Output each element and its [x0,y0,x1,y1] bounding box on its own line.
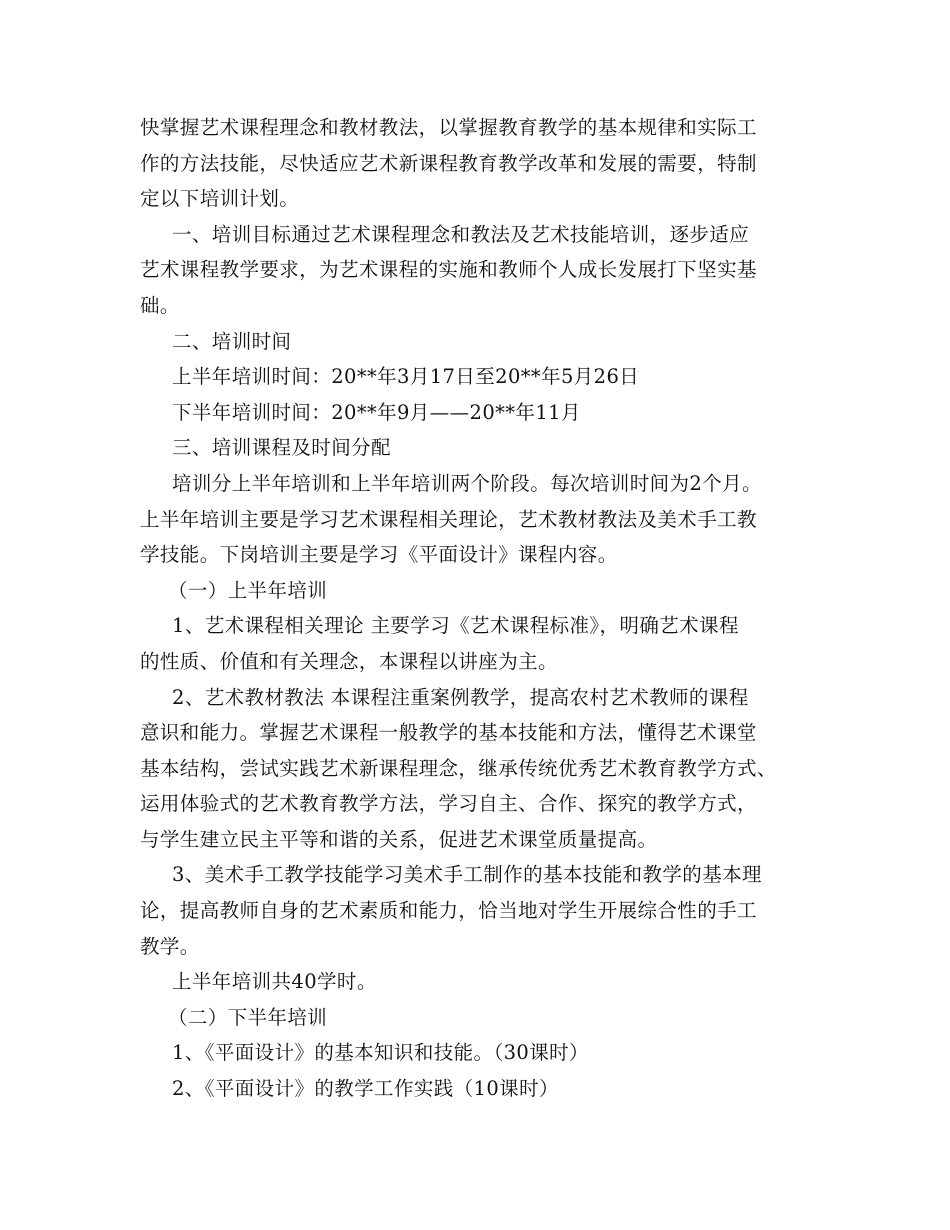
subsection-heading-first-half: （一）上半年培训 [168,578,328,602]
text-line: 论，提高教师自身的艺术素质和能力，恰当地对学生开展综合性的手工 [140,899,757,923]
section-heading-objectives: 一、培训目标通过艺术课程理念和教法及艺术技能培训，逐步适应 [172,222,750,246]
text-line: 的性质、价值和有关理念，本课程以讲座为主。 [140,649,558,673]
list-item: 2、艺术教材教法 本课程注重案例教学，提高农村艺术教师的课程 [172,685,749,709]
text-line: 艺术课程教学要求，为艺术课程的实施和教师个人成长发展打下坚实基 [140,258,757,282]
document-body [140,110,820,1107]
list-item: 1、艺术课程相关理论 主要学习《艺术课程标准》，明确艺术课程 [172,614,739,638]
text-line: 意识和能力。掌握艺术课程一般教学的基本技能和方法，懂得艺术课堂 [140,721,757,745]
subsection-heading-second-half: （二）下半年培训 [168,1005,328,1029]
first-half-time: 上半年培训时间：20**年3月17日至20**年5月26日 [172,365,640,389]
text-line: 与学生建立民主平等和谐的关系，促进艺术课堂质量提高。 [140,827,658,851]
text-line: 运用体验式的艺术教育教学方法，学习自主、合作、探究的教学方式， [140,792,757,816]
list-item: 2、《平面设计》的教学工作实践（10课时） [172,1077,559,1101]
text-line: 上半年培训主要是学习艺术课程相关理论，艺术教材教法及美术手工教 [140,507,757,531]
first-half-total-hours: 上半年培训共40学时。 [172,970,377,994]
text-line: 快掌握艺术课程理念和教材教法，以掌握教育教学的基本规律和实际工 [140,116,757,139]
section-heading-time: 二、培训时间 [172,329,292,353]
section-heading-courses: 三、培训课程及时间分配 [172,436,391,460]
text-line: 定以下培训计划。 [140,187,300,211]
list-item: 3、美术手工教学技能学习美术手工制作的基本技能和教学的基本理 [172,863,762,887]
text-line: 培训分上半年培训和上半年培训两个阶段。每次培训时间为2个月。 [172,471,762,495]
text-line: 作的方法技能，尽快适应艺术新课程教育教学改革和发展的需要，特制 [140,151,757,175]
text-line: 教学。 [140,934,200,958]
text-line: 础。 [140,293,180,317]
text-line: 基本结构，尝试实践艺术新课程理念，继承传统优秀艺术教育教学方式、 [140,756,777,780]
list-item: 1、《平面设计》的基本知识和技能。（30课时） [172,1041,589,1065]
text-line: 学技能。下岗培训主要是学习《平面设计》课程内容。 [140,543,618,567]
second-half-time: 下半年培训时间：20**年9月——20**年11月 [172,400,581,424]
